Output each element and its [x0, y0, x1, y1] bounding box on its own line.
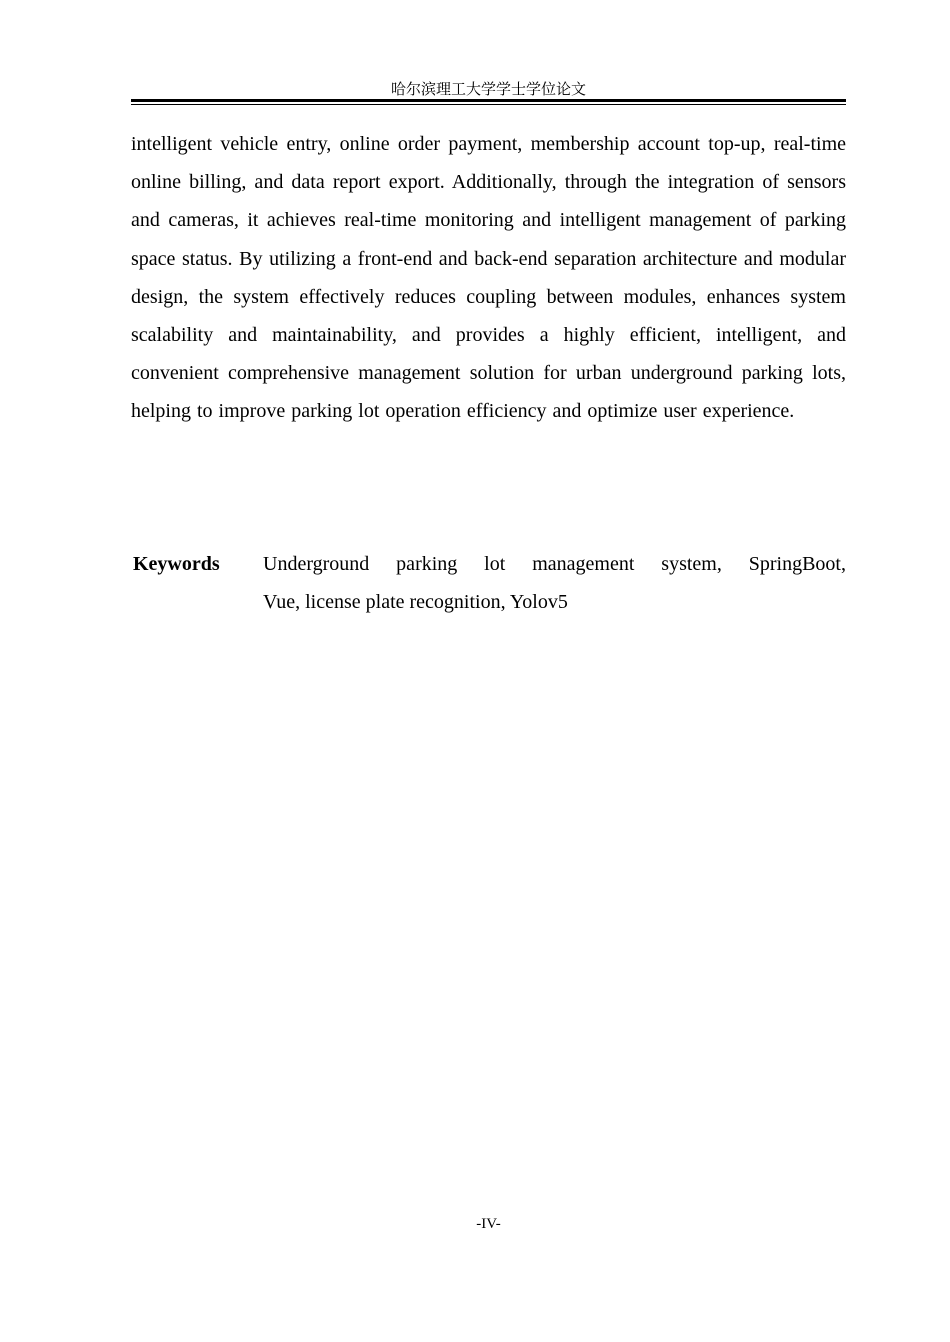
keywords-line-2: Vue, license plate recognition, Yolov5 [263, 591, 568, 613]
abstract-paragraph: intelligent vehicle entry, online order payment, membership account top-up, real-time online billing, and data report export. Additionally, through the integration of sensors and cameras, it achieves real-time monitoring and intelligent management of parking space status. By utilizing a front-end and back-end separation architecture and modular design, the system effectively reduces coupling between modules, enhances system scalability and maintainability, and provides a highly efficient, intelligent, and convenient comprehensive management solution for urban underground parking lots, helping to improve parking lot operation efficiency and optimize user experience. [131, 133, 846, 423]
keywords-line-1: Underground parking lot management system, SpringBoot, [263, 553, 846, 575]
header-rule-thin [131, 104, 846, 105]
header-rule-thick [131, 99, 846, 102]
page-number: -IV- [476, 1216, 501, 1232]
keywords-section [131, 545, 846, 621]
keywords-list [263, 545, 846, 621]
keywords-label: Keywords [133, 553, 220, 575]
running-header-title: 哈尔滨理工大学学士学位论文 [390, 80, 586, 98]
